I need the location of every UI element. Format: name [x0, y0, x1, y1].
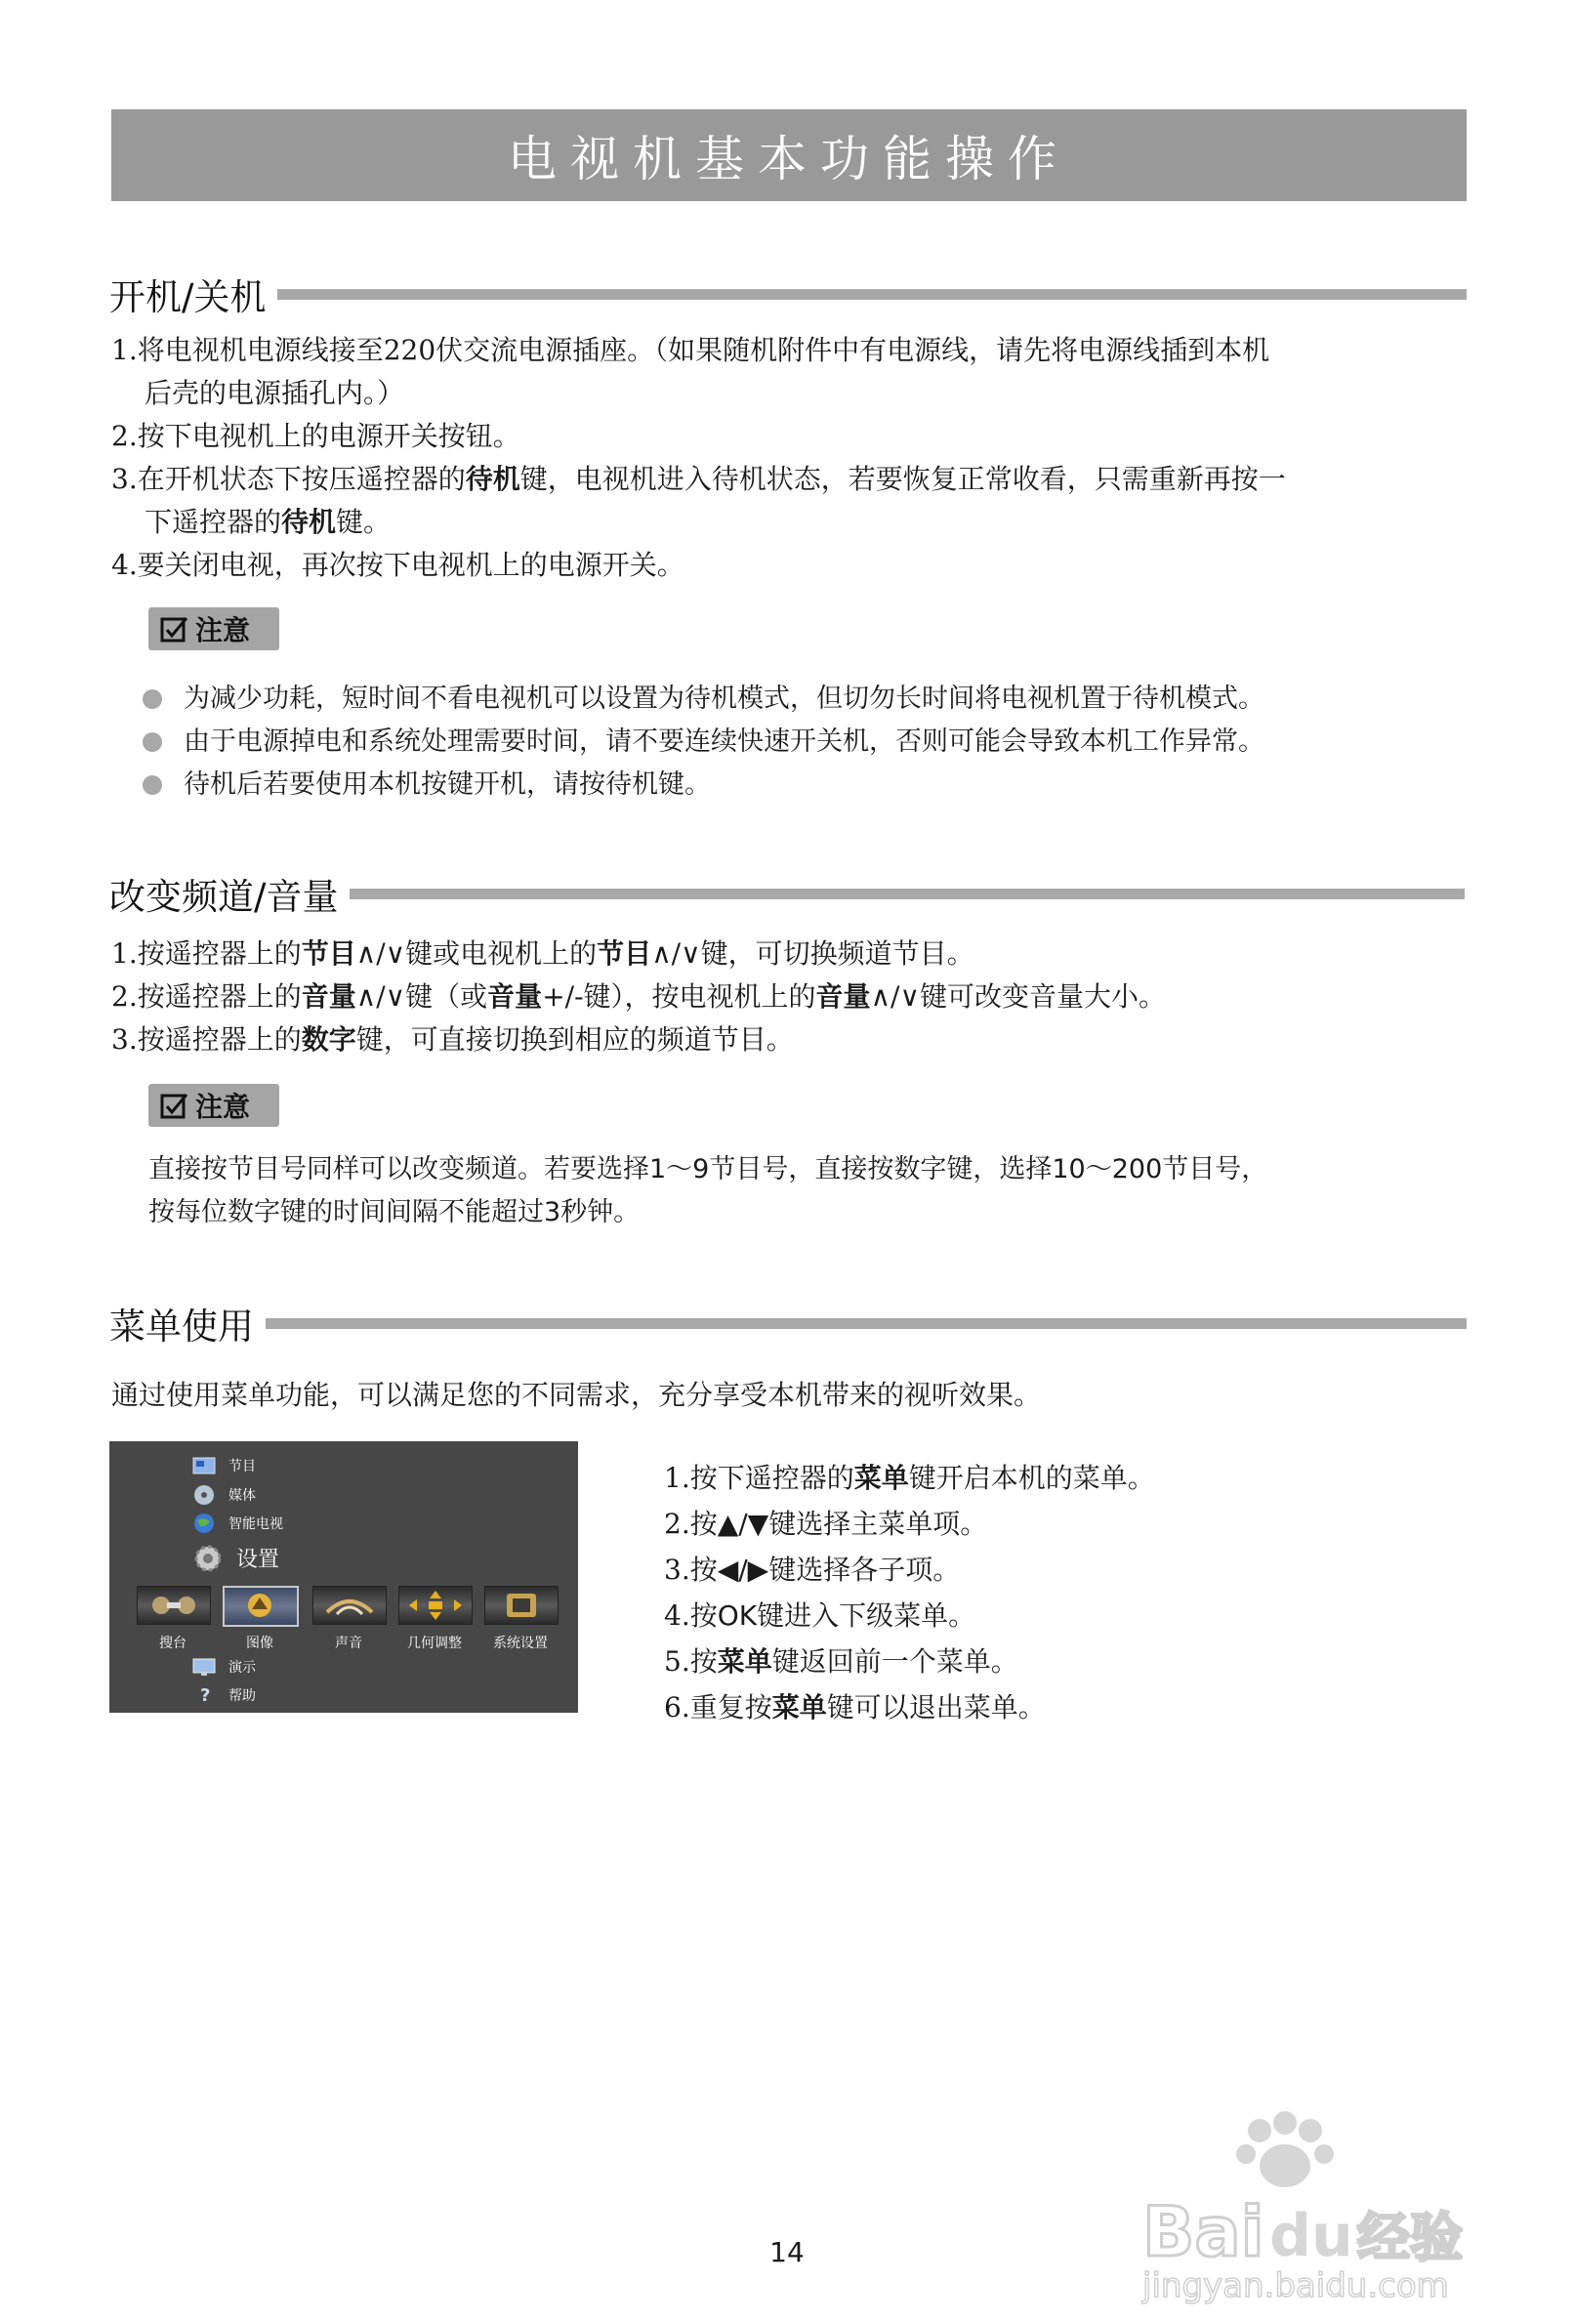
help-icon — [191, 1684, 217, 1706]
section-rule — [266, 1318, 1467, 1329]
standby-key-label: 待机 — [465, 463, 520, 495]
channel-steps — [111, 933, 1166, 1061]
submenu-tile-search — [137, 1586, 211, 1625]
svg-text:jingyan.baidu.com: jingyan.baidu.com — [1142, 2266, 1449, 2304]
page-banner — [111, 109, 1467, 201]
list-item — [111, 1018, 1166, 1061]
section-rule — [350, 889, 1465, 899]
picture-icon — [225, 1588, 295, 1623]
menu-item-label: 演示 — [228, 1660, 256, 1676]
text-run: 键进入下级菜单。 — [757, 1599, 976, 1632]
text-run: 键。 — [336, 506, 392, 538]
text-run: 键可以退出菜单。 — [826, 1691, 1046, 1723]
key-label: 音量 — [815, 980, 871, 1013]
text-run: 键，可直接切换到相应的频道节目。 — [355, 1023, 794, 1056]
list-item — [664, 1684, 1155, 1730]
text-run: 2.按遥控器上的 — [111, 980, 302, 1013]
list-item — [111, 458, 1286, 501]
list-item — [664, 1455, 1155, 1501]
note-item — [143, 678, 1264, 721]
demo-monitor-icon — [191, 1656, 217, 1678]
note-text: 由于电源掉电和系统处理需要时间，请不要连续快速开关机，否则可能会导致本机工作异常。 — [184, 726, 1264, 757]
submenu-label: 声音 — [335, 1636, 362, 1651]
menu-item-smart-tv — [191, 1513, 283, 1534]
list-item — [664, 1501, 1155, 1547]
note-item — [143, 721, 1264, 764]
checkbox-pen-icon — [160, 1092, 189, 1119]
key-label: 音量 — [301, 980, 356, 1013]
bullet-icon — [143, 775, 162, 795]
baidu-jingyan-watermark — [1123, 2109, 1494, 2304]
gear-icon — [191, 1544, 225, 1573]
power-notes — [143, 678, 1264, 807]
submenu-label: 系统设置 — [493, 1636, 548, 1651]
note-label: 注意 — [195, 614, 251, 646]
system-settings-icon — [485, 1587, 558, 1624]
section-title: 菜单使用 — [109, 1306, 254, 1348]
text-run: 键选择各子项。 — [768, 1554, 961, 1586]
note-text: 待机后若要使用本机按键开机，请按待机键。 — [184, 769, 711, 800]
checkbox-pen-icon — [160, 615, 189, 643]
tv-menu-screenshot — [109, 1441, 578, 1713]
text-run: 3.按遥控器上的 — [111, 1023, 302, 1056]
menu-item-label: 智能电视 — [228, 1516, 283, 1532]
section-header-menu — [109, 1299, 1467, 1348]
list-item: 4.要关闭电视，再次按下电视机上的电源开关。 — [111, 549, 684, 581]
list-item: 2.按下电视机上的电源开关按钮。 — [111, 420, 520, 452]
standby-key-label: 待机 — [281, 506, 337, 538]
note-line: 直接按节目号同样可以改变频道。若要选择1～9节目号，直接按数字键，选择10～200节目号， — [148, 1154, 1268, 1184]
text-run: ∧/∨键可改变音量大小。 — [870, 980, 1166, 1013]
key-label: 菜单 — [771, 1691, 827, 1723]
key-label: 节目 — [597, 937, 652, 970]
svg-text:经验: 经验 — [1357, 2207, 1463, 2268]
key-label: 数字 — [301, 1023, 356, 1056]
text-run: 2.按 — [664, 1508, 718, 1540]
submenu-tile-sound — [312, 1586, 387, 1625]
text-run: 键选择主菜单项。 — [768, 1508, 988, 1540]
list-item: 1.将电视机电源线接至220伏交流电源插座。（如果随机附件中有电源线，请先将电源线插到本机 — [111, 334, 1270, 366]
text-run: 3.在开机状态下按压遥控器的 — [111, 463, 466, 495]
globe-icon — [191, 1513, 217, 1534]
text-run: 1.按下遥控器的 — [664, 1462, 854, 1494]
note-label: 注意 — [195, 1091, 251, 1123]
section-title: 改变频道/音量 — [109, 876, 339, 918]
channel-note — [148, 1148, 1267, 1234]
page-title: 电视机基本功能操作 — [508, 131, 1070, 187]
note-text: 为减少功耗，短时间不看电视机可以设置为待机模式，但切勿长时间将电视机置于待机模式。 — [184, 684, 1264, 714]
menu-item-label: 媒体 — [228, 1488, 256, 1504]
svg-text:du: du — [1269, 2202, 1353, 2270]
key-label: 节目 — [301, 937, 356, 970]
menu-item-label: 节目 — [228, 1459, 256, 1474]
svg-text:?: ? — [200, 1685, 211, 1706]
menu-intro: 通过使用菜单功能，可以满足您的不同需求，充分享受本机带来的视听效果。 — [111, 1379, 1042, 1411]
sound-icon — [313, 1587, 386, 1624]
list-item — [664, 1639, 1155, 1684]
note-line: 按每位数字键的时间间隔不能超过3秒钟。 — [148, 1197, 641, 1227]
submenu-tile-picture — [223, 1586, 299, 1627]
section-rule — [277, 289, 1467, 300]
bullet-icon — [143, 689, 162, 709]
menu-item-help — [191, 1684, 256, 1706]
text-run: 1.按遥控器上的 — [111, 937, 302, 970]
note-badge — [148, 1084, 279, 1127]
list-item — [111, 933, 1166, 975]
list-item-continuation: 后壳的电源插孔内。） — [145, 377, 405, 409]
submenu-label: 搜台 — [159, 1636, 186, 1651]
menu-item-label: 帮助 — [228, 1688, 256, 1704]
text-run: ∧/∨键或电视机上的 — [355, 937, 598, 970]
text-run: 5.按 — [664, 1645, 718, 1678]
bullet-icon — [143, 732, 162, 752]
section-header-channel — [109, 869, 1465, 918]
submenu-tile-geometry — [398, 1586, 473, 1625]
submenu-label: 图像 — [246, 1636, 273, 1651]
menu-item-media — [191, 1484, 256, 1506]
list-item — [111, 975, 1166, 1018]
ok-key-label: OK — [717, 1599, 758, 1632]
menu-item-settings — [191, 1543, 279, 1573]
menu-steps — [664, 1455, 1155, 1730]
key-label: 菜单 — [853, 1462, 909, 1494]
program-icon — [191, 1455, 217, 1476]
submenu-label: 几何调整 — [407, 1636, 462, 1651]
power-steps — [111, 329, 1286, 587]
note-item — [143, 764, 1264, 807]
text-run: 4.按 — [664, 1599, 718, 1632]
note-badge — [148, 607, 279, 650]
media-icon — [191, 1484, 217, 1506]
left-right-arrow-keys: ◀/▶ — [717, 1554, 769, 1586]
svg-text:Bai: Bai — [1142, 2192, 1264, 2272]
text-run: +/-键），按电视机上的 — [542, 980, 816, 1013]
text-run: 键开启本机的菜单。 — [908, 1462, 1155, 1494]
menu-item-label: 设置 — [236, 1548, 280, 1572]
text-run: ∧/∨键，可切换频道节目。 — [651, 937, 974, 970]
search-channel-icon — [138, 1587, 210, 1624]
text-run: ∧/∨键（或 — [355, 980, 488, 1013]
list-item — [664, 1547, 1155, 1593]
list-item — [664, 1593, 1155, 1639]
section-title: 开机/关机 — [109, 276, 267, 318]
text-run: 键，电视机进入待机状态，若要恢复正常收看，只需重新再按一 — [519, 463, 1286, 495]
page-number: 14 — [769, 2236, 805, 2268]
key-label: 菜单 — [717, 1645, 772, 1678]
text-run: 6.重复按 — [664, 1691, 772, 1723]
up-down-arrow-keys: ▲/▼ — [717, 1508, 769, 1540]
key-label: 音量 — [487, 980, 543, 1013]
list-item-continuation — [111, 501, 1286, 544]
text-run: 3.按 — [664, 1554, 718, 1586]
geometry-arrows-icon — [399, 1587, 472, 1624]
menu-item-program — [191, 1455, 256, 1476]
section-header-power — [109, 270, 1467, 318]
text-run: 键返回前一个菜单。 — [771, 1645, 1018, 1678]
text-run: 下遥控器的 — [145, 506, 282, 538]
menu-item-demo — [191, 1656, 256, 1678]
submenu-tile-system — [484, 1586, 559, 1625]
